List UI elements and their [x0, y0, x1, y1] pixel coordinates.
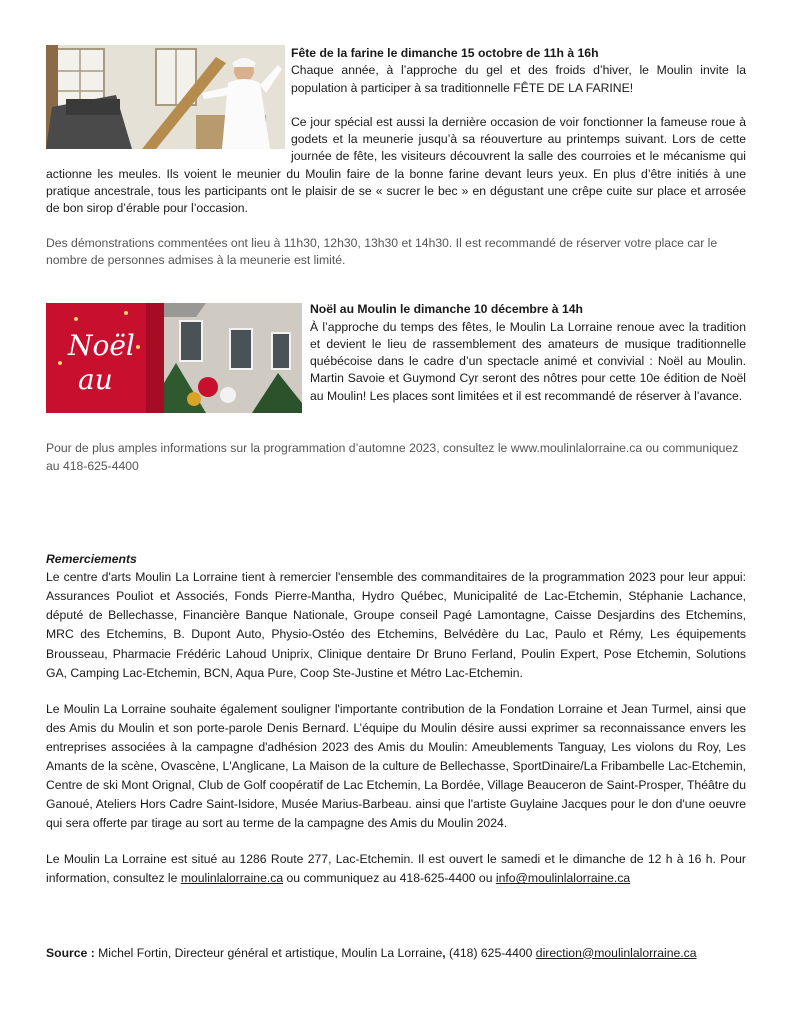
contact-text: ou communiquez au 418-625-4400 ou: [283, 871, 496, 886]
source-label: Source :: [46, 945, 95, 960]
document-page: [46, 45, 746, 962]
thanks-paragraph-3: [46, 850, 746, 888]
info-note: Pour de plus amples informations sur la programmation d’automne 2023, consultez le www.moulinlalorraine.ca ou communiquez au 418-625-4400: [46, 441, 739, 473]
source-line: [46, 945, 746, 962]
miller-illustration: [46, 45, 285, 149]
event1-demo-note: Des démonstrations commentées ont lieu à 11h30, 12h30, 13h30 et 14h30. Il est recommandé de réserver votre place car le nombre de personnes admises à la meunerie est limité.: [46, 235, 718, 267]
info-email-link[interactable]: info@moulinlalorraine.ca: [495, 871, 631, 886]
event1-title: Fête de la farine le dimanche 15 octobre de 11h à 16h: [291, 46, 599, 60]
event2-body: À l’approche du temps des fêtes, le Moulin La Lorraine renoue avec la tradition et devient le lieu de rassemblement des amateurs de musique traditionnelle québécoise dans le cadre d’un spectacle animé et convivial : Noël au Moulin. Martin Savoie et Guymond Cyr seront des nôtres pour cette 10e édition de Noël au Moulin! Les places sont limitées et il est recommandé de réserver à l’avance.: [310, 319, 746, 403]
thanks-section: [46, 551, 746, 889]
website-link[interactable]: moulinlalorraine.ca: [180, 871, 284, 886]
source-text: Michel Fortin, Directeur général et artistique, Moulin La Lorraine: [94, 945, 443, 960]
miller-photo: [46, 45, 285, 149]
source-comma: ,: [442, 945, 446, 960]
thanks-heading: Remerciements: [46, 551, 137, 566]
source-phone: (418) 625-4400: [445, 945, 536, 960]
thanks-paragraph-2: Le Moulin La Lorraine souhaite également souligner l'importante contribution de la Fondation Lorraine et Jean Turmel, ainsi que des Amis du Moulin et son porte-parole Denis Bernard. L’équipe du Moulin désire aussi exprimer sa reconnaissance envers les entreprises associées à la campagne d'adhésion 2023 des Amis du Moulin: Ameublements Tanguay, Les violons du Roy, Les Amants de la scène, Ovascène, L'Anglicane, La Maison de la culture de Bellechasse, SportDinaire/La Fribambelle Lac-Etchemin, Centre de ski Mont Orignal, Club de Golf coopératif de Lac Etchemin, La Bordée, Village Beauceron de Saint-Prosper, Théâtre du Ganoué, Ateliers Hors Cadre Saint-Isidore, Musée Marius-Barbeau. ainsi que l'artiste Guylaine Jacques pour le don d'une oeuvre qui sera offerte par tirage au sort au terme de la campagne des Amis du Moulin 2024.: [46, 701, 746, 831]
christmas-photo: [46, 303, 302, 413]
noel-word: Noël: [68, 329, 135, 363]
event-noel: [46, 301, 746, 416]
event-farine: [46, 45, 746, 218]
event1-body: Ce jour spécial est aussi la dernière occasion de voir fonctionner la fameuse roue à godets et la meunerie jusqu’à sa réouverture au printemps suivant. Lors de cette journée de fête, les visiteurs découvrent la salle des courroies et le mécanisme qui actionne les meules. Ils voient le meunier du Moulin faire de la bonne farine devant leurs yeux. En plus d’être initiés à une pratique ancestrale, tous les participants ont le plaisir de se « sucrer le bec » en dégustant une crêpe cuite sur place et arrosée de bon sirop d’érable pour l’occasion.: [46, 114, 746, 216]
thanks-paragraph-1: Le centre d'arts Moulin La Lorraine tient à remercier l'ensemble des commanditaires de la programmation 2023 pour leur appui: Assurances Pouliot et Associés, Fonds Pierre-Mantha, Hydro Québec, Municipalité de Lac-Etchemin, Stéphanie Lachance, député de Bellechasse, Financière Banque Nationale, Groupe conseil Pagé Lamontagne, Caisse Desjardins des Etchemins, MRC des Etchemins, B. Dupont Auto, Physio-Ostéo des Etchemins, Belvédère du Lac, Paulo et Rémy, Les équipements Brousseau, Pharmacie Frédéric Lahoud Uniprix, Clinique dentaire Dr Bruno Ferland, Poulin Expert, Pose Etchemin, Solutions GA, Camping Lac-Etchemin, BCN, Aqua Pure, Coop Ste-Justine et Métro Lac-Etchemin.: [46, 570, 746, 680]
event2-title: Noël au Moulin le dimanche 10 décembre à 14h: [310, 302, 583, 317]
location-text: Le Moulin La Lorraine est situé au 1286 Route 277, Lac-Etchemin. Il est ouvert le samedi et le dimanche de 12 h à 16 h. Pour information, consultez le: [46, 852, 746, 886]
event1-intro: Chaque année, à l’approche du gel et des froids d’hiver, le Moulin invite la population à participer à sa traditionnelle FÊTE DE LA FARINE!: [291, 63, 746, 95]
au-word: au: [78, 363, 113, 397]
direction-email-link[interactable]: direction@moulinlalorraine.ca: [535, 945, 697, 960]
noel-script-text: [68, 329, 135, 397]
